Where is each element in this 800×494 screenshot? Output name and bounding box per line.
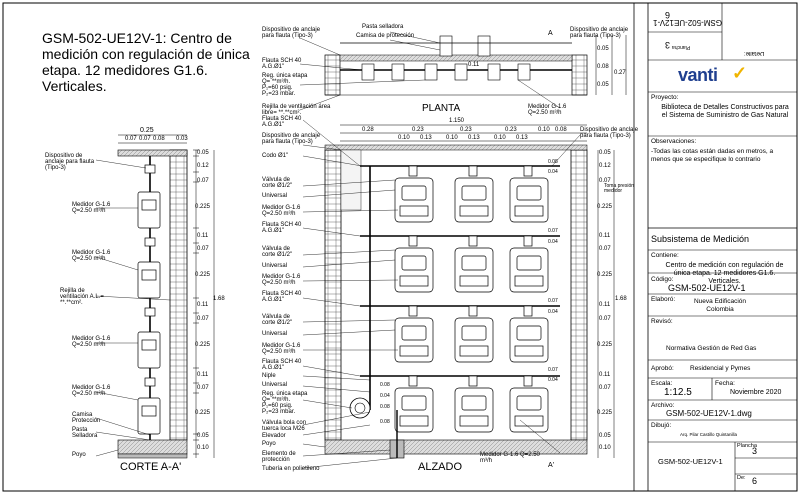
alzado-dim-r-0: 0.05 (599, 150, 611, 156)
alzado-heading: ALZADO (418, 461, 463, 473)
tb-bottom-code: GSM-502-UE12V-1 (658, 457, 723, 466)
corte-label-medidor-2: Medidor G-1.6 Q=2.50 m³/h (72, 250, 111, 262)
alzado-dim-a0: 0.28 (362, 127, 374, 133)
alzado-dim-r-11: 0.07 (599, 385, 611, 391)
corte-dim-top-total: 0.25 (140, 127, 154, 134)
tb-fecha-value: Noviembre 2020 (730, 389, 782, 396)
corte-dim-r-6: 0.225 (195, 272, 211, 278)
corte-dim-r-14: 0.10 (197, 445, 209, 451)
corte-dim-r-3: 0.225 (195, 204, 211, 210)
corte-dim-r-11: 0.07 (197, 385, 209, 391)
alzado-label-valvula-2: Válvula de corte Ø1/2" (262, 246, 293, 258)
corte-dim-r-13: 0.05 (197, 433, 209, 439)
corte-dim-top-3: 0.08 (153, 136, 165, 142)
alzado-dim-r-1: 0.12 (599, 163, 611, 169)
corte-label-rejilla: Rejilla de ventilación A.L.= **.**cm². (60, 288, 104, 306)
corte-label-anclaje: Dispositivo de anclaje para flauta (Tipo-3) (45, 153, 95, 171)
tb-plancha2-value: 3 (752, 446, 758, 456)
alzado-inner-dim-9: 0.04 (380, 393, 390, 399)
alzado-label-flauta-2: Flauta SCH 40 A.G.Ø1" (262, 222, 302, 234)
tb-fecha-label: Fecha: (715, 380, 735, 387)
gas-meter-icon (395, 166, 433, 222)
alzado-inner-dim-10: 0.08 (380, 404, 390, 410)
corte-dim-r-7: 0.11 (197, 302, 209, 308)
gas-meter-icon (395, 236, 433, 292)
alzado-inner-dim-6: 0.07 (548, 367, 558, 373)
corte-label-medidor-3: Medidor G-1.6 Q=2.50 m³/h (72, 336, 111, 348)
tb-dibujo-label: Dibujó: (651, 422, 672, 429)
tb-reviso-value: Normativa Gestión de Red Gas (666, 345, 757, 352)
alzado-section (303, 120, 614, 468)
alzado-label-regulador: Reg. única etapa Q= **m³/h. P₁=60 psig. P₂=23 mbar. (262, 391, 308, 415)
tb-archivo-value: GSM-502-UE12V-1.dwg (666, 409, 752, 418)
alzado-dim-b2: 0.10 (446, 135, 458, 141)
alzado-inner-dim-3: 0.04 (548, 239, 558, 245)
gas-meter-icon (510, 236, 548, 292)
alzado-inner-dim-8: 0.08 (380, 382, 390, 388)
alzado-label-universal-4: Universal (262, 382, 288, 388)
alzado-label-valvula-bola: Válvula bola con tuerca loca M26 (262, 420, 307, 432)
alzado-label-universal-2: Universal (262, 263, 288, 269)
corte-dim-r-1: 0.12 (197, 163, 209, 169)
gas-meter-icon (395, 376, 433, 432)
gas-meter-icon (510, 376, 548, 432)
alzado-dim-r-3: 0.225 (597, 204, 613, 210)
corte-label-camisa: Camisa Protección (72, 412, 101, 424)
alzado-label-medidor-1: Medidor G-1.6 Q=2.50 m³/h (262, 205, 301, 217)
corte-dim-r-4: 0.11 (197, 233, 209, 239)
alzado-dim-a1: 0.23 (412, 127, 424, 133)
gas-meter-icon (455, 376, 493, 432)
corte-total-height: 1.68 (213, 296, 225, 302)
alzado-inner-dim-0: 0.08 (548, 159, 558, 165)
alzado-label-valvula-1: Válvula de corte Ø1/2" (262, 177, 293, 189)
alzado-dim-b1: 0.13 (420, 135, 432, 141)
alzado-label-anclaje-right: Dispositivo de anclaje para flauta (Tipo-3) (580, 127, 639, 139)
tb-detalle-label: Detalle: (744, 50, 765, 56)
alzado-dim-r-7: 0.11 (599, 302, 611, 308)
tb-codigo-label: Código: (651, 276, 674, 283)
tb-proyecto-label: Proyecto: (651, 94, 679, 101)
alzado-label-valvula-3: Válvula de corte Ø1/2" (262, 314, 293, 326)
alzado-dim-b5: 0.13 (516, 135, 528, 141)
planta-label-medidor: Medidor G-1.6 Q=2.50 m³/h (528, 104, 567, 116)
alzado-inner-dim-7: 0.04 (548, 377, 558, 383)
tb-contiene-label: Contiene: (651, 252, 679, 259)
alzado-label-medidor-2: Medidor G-1.6 Q=2.50 m³/h (262, 274, 301, 286)
alzado-dim-a2: 0.23 (460, 127, 472, 133)
planta-label-pasta: Pasta selladora (362, 24, 404, 30)
alzado-dim-r-14: 0.10 (599, 445, 611, 451)
corte-dim-r-5: 0.07 (197, 246, 209, 252)
alzado-label-poyo: Poyo (262, 441, 276, 447)
alzado-label-toma-presion: Toma presión medidor (604, 183, 635, 194)
planta-heading: PLANTA (422, 103, 461, 114)
tb-detalle-value: 3 (665, 40, 671, 50)
corte-label-medidor-1: Medidor G-1.6 Q=2.50 m³/h (72, 202, 111, 214)
alzado-label-universal-1: Universal (262, 193, 288, 199)
planta-section (300, 32, 626, 110)
alzado-inner-dim-5: 0.04 (548, 309, 558, 315)
corte-label-poyo: Poyo (72, 452, 86, 458)
tb-elaboro-value: Nueva Edificación Colombia (693, 298, 747, 313)
alzado-total-height: 1.68 (615, 296, 627, 302)
planta-section-marker: A (548, 30, 553, 37)
alzado-label-flauta-3: Flauta SCH 40 A.G.Ø1" (262, 291, 302, 303)
gas-meter-icon (510, 306, 548, 362)
planta-label-rejilla: Rejilla de ventilación área libre= **.**cm². (262, 104, 331, 116)
corte-heading: CORTE A-A' (120, 461, 182, 473)
corte-dim-r-0: 0.05 (197, 150, 209, 156)
alzado-label-tuberia: Tubería en polietileno (262, 466, 320, 472)
planta-dim-1: 0.08 (597, 64, 609, 70)
vanti-logo: vanti (678, 65, 718, 85)
planta-dim-4: 0.11 (468, 62, 480, 68)
tb-reviso-label: Revisó: (651, 318, 673, 325)
corte-dim-r-8: 0.07 (197, 316, 209, 322)
alzado-inner-dim-2: 0.07 (548, 228, 558, 234)
alzado-dim-r-5: 0.07 (599, 246, 611, 252)
gas-meter-icon (510, 166, 548, 222)
alzado-inner-dim-1: 0.04 (548, 169, 558, 175)
corte-dim-r-10: 0.11 (197, 372, 209, 378)
tb-aprobo-value: Residencial y Pymes (690, 365, 751, 372)
gas-meter-icon (455, 236, 493, 292)
planta-label-regulador: Reg. única etapa Q= **m³/h. P₁=60 psig. P₂=23 mbar. (262, 73, 308, 97)
tb-plancha-label: Plancha (672, 44, 691, 50)
drawing-title: GSM-502-UE12V-1: Centro de medición con regulación de única etapa. 12 medidores G1.6. Verticales. (42, 30, 250, 94)
alzado-dim-b0: 0.10 (398, 135, 410, 141)
corte-dim-top-2: 0.07 (139, 136, 151, 142)
alzado-label-flauta-top: Flauta SCH 40 A.G.Ø1" (262, 116, 302, 128)
tb-plancha2-label: Plancha (737, 443, 757, 449)
alzado-dim-r-9: 0.225 (597, 342, 613, 348)
corte-dim-r-9: 0.225 (195, 342, 211, 348)
tb-de-label: De: (737, 475, 746, 481)
tb-plancha-value: 6 (665, 10, 671, 20)
planta-dim-0: 0.05 (597, 46, 609, 52)
alzado-label-medidor-3: Medidor G-1.6 Q=2.50 m³/h (262, 343, 301, 355)
alzado-dim-b3: 0.13 (468, 135, 480, 141)
corte-label-pasta: Pasta Selladora (72, 427, 98, 439)
tb-elaboro-label: Elaboró: (651, 296, 676, 303)
alzado-total-width: 1.150 (449, 118, 465, 124)
alzado-label-anclaje: Dispositivo de anclaje para flauta (Tipo-3) (262, 133, 321, 145)
planta-label-anclaje: Dispositivo de anclaje para flauta (Tipo-3) (262, 27, 321, 39)
tb-proyecto-value: Biblioteca de Detalles Constructivos para el Sistema de Suministro de Gas Natural (661, 104, 789, 119)
planta-label-anclaje-right: Dispositivo de anclaje para flauta (Tipo-3) (570, 27, 629, 39)
corte-dim-r-2: 0.07 (197, 178, 209, 184)
tb-dibujo-value: Arq. Pilar Castillo Quintanilla (680, 432, 738, 437)
tb-aprobo-label: Aprobó: (651, 365, 674, 372)
alzado-dim-r-13: 0.05 (599, 433, 611, 439)
gas-meter-icon (455, 306, 493, 362)
corte-label-medidor-4: Medidor G-1.6 Q=2.50 m³/h (72, 385, 111, 397)
alzado-inner-dim-11: 0.08 (380, 419, 390, 425)
planta-label-camisa: Camisa de protección (356, 33, 415, 39)
alzado-dim-a4: 0.10 (538, 127, 550, 133)
tb-de-value: 6 (752, 476, 758, 486)
alzado-dim-r-6: 0.225 (597, 272, 613, 278)
vanti-check-icon: ✓ (732, 63, 748, 83)
tb-observaciones-label: Observaciones: (651, 138, 697, 145)
alzado-dim-a5: 0.08 (555, 127, 567, 133)
alzado-dim-r-8: 0.07 (599, 316, 611, 322)
planta-dim-2: 0.05 (597, 82, 609, 88)
planta-dim-3: 0.27 (614, 70, 626, 76)
alzado-dim-r-12: 0.225 (597, 410, 613, 416)
alzado-inner-dim-4: 0.07 (548, 298, 558, 304)
alzado-label-flauta-4: Flauta SCH 40 A.G.Ø1" (262, 359, 302, 371)
tb-escala-label: Escala: (651, 380, 673, 387)
tb-codigo-value: GSM-502-UE12V-1 (668, 283, 746, 293)
gas-meter-icon (455, 166, 493, 222)
gas-meter-icon (395, 306, 433, 362)
alzado-label-medidor-bottom: Medidor G-1.6 Q=2.50 m³/h (480, 452, 540, 464)
tb-observaciones-value: -Todas las cotas están dadas en metros, a menos que se especifique lo contrario (651, 148, 774, 163)
corte-dim-r-12: 0.225 (195, 410, 211, 416)
alzado-label-niple: Niple (262, 373, 276, 379)
alzado-label-elevador: Elevador (262, 433, 286, 439)
alzado-dim-a3: 0.23 (505, 127, 517, 133)
corte-dim-top-4: 0.03 (176, 136, 188, 142)
alzado-dim-r-2: 0.07 (599, 178, 611, 184)
tb-rotated-code: GSM-502-UE12V-1 (653, 18, 722, 27)
alzado-dim-b4: 0.10 (494, 135, 506, 141)
alzado-label-universal-3: Universal (262, 331, 288, 337)
alzado-label-elemento: Elemento de protección (262, 451, 296, 463)
alzado-label-codo: Codo Ø1" (262, 153, 289, 159)
alzado-marker-right: A' (548, 462, 555, 469)
tb-escala-value: 1:12.5 (664, 387, 692, 398)
tb-subsistema: Subsistema de Medición (651, 234, 750, 244)
tb-archivo-label: Archivo: (651, 402, 675, 409)
alzado-dim-r-10: 0.11 (599, 372, 611, 378)
alzado-dim-r-4: 0.11 (599, 233, 611, 239)
tb-contiene-value: Centro de medición con regulación de única etapa. 12 medidores G1.6. Verticales. (665, 262, 784, 285)
planta-label-flauta: Flauta SCH 40 A.G.Ø1" (262, 58, 302, 70)
corte-dim-top-1: 0.07 (125, 136, 137, 142)
